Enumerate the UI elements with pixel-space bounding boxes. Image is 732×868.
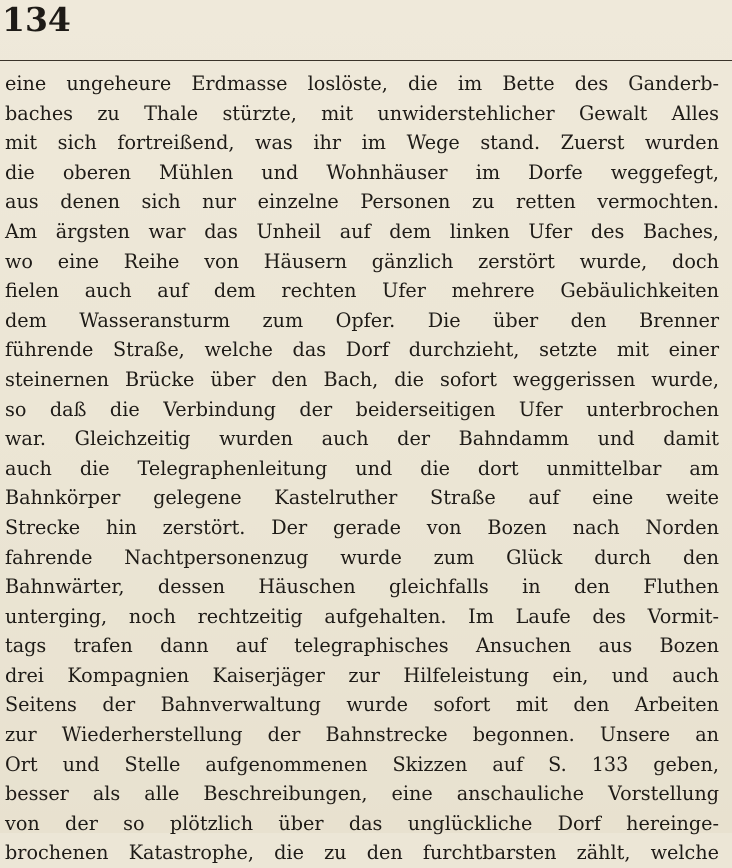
text-line: besser als alle Beschreibungen, eine anschauliche Vorstellung <box>5 782 719 806</box>
text-line: Am ärgsten war das Unheil auf dem linken Ufer des Baches, <box>5 219 719 243</box>
text-line: fielen auch auf dem rechten Ufer mehrere Gebäulichkeiten <box>5 279 719 303</box>
text-line: steinernen Brücke über den Bach, die sofort weggerissen wurde, <box>5 367 719 391</box>
text-line: Ort und Stelle aufgenommenen Skizzen auf S. 133 geben, <box>5 752 719 776</box>
text-line: baches zu Thale stürzte, mit unwiderstehlicher Gewalt Alles <box>5 101 719 125</box>
header-rule <box>0 60 732 61</box>
text-line: so daß die Verbindung der beiderseitigen Ufer unterbrochen <box>5 397 719 421</box>
text-line: die oberen Mühlen und Wohnhäuser im Dorfe weggefegt, <box>5 160 719 184</box>
text-line: von der so plötzlich über das unglückliche Dorf hereinge- <box>5 811 719 835</box>
text-line: Bahnwärter, dessen Häuschen gleichfalls in den Fluthen <box>5 575 719 599</box>
text-line: Seitens der Bahnverwaltung wurde sofort mit den Arbeiten <box>5 693 719 717</box>
text-line: aus denen sich nur einzelne Personen zu retten vermochten. <box>5 190 719 214</box>
text-line: Bahnkörper gelegene Kastelruther Straße auf eine weite <box>5 486 719 510</box>
text-line: zur Wiederherstellung der Bahnstrecke begonnen. Unsere an <box>5 723 719 747</box>
text-line: tags trafen dann auf telegraphisches Ansuchen aus Bozen <box>5 634 719 658</box>
page-number: 134 <box>2 0 71 39</box>
body-paragraph <box>5 69 719 868</box>
text-line: führende Straße, welche das Dorf durchzieht, setzte mit einer <box>5 338 719 362</box>
text-line: mit sich fortreißend, was ihr im Wege stand. Zuerst wurden <box>5 131 719 155</box>
text-line: unterging, noch rechtzeitig aufgehalten. Im Laufe des Vormit- <box>5 604 719 628</box>
text-line: wo eine Reihe von Häusern gänzlich zerstört wurde, doch <box>5 249 719 273</box>
text-line: eine ungeheure Erdmasse loslöste, die im Bette des Ganderb- <box>5 72 719 95</box>
text-line: auch die Telegraphenleitung und die dort unmittelbar am <box>5 456 719 480</box>
text-line: dem Wasseransturm zum Opfer. Die über den Brenner <box>5 308 719 332</box>
text-line: Strecke hin zerstört. Der gerade von Bozen nach Norden <box>5 515 719 539</box>
text-line: drei Kompagnien Kaiserjäger zur Hilfeleistung ein, und auch <box>5 663 719 687</box>
text-line: fahrende Nachtpersonenzug wurde zum Glück durch den <box>5 545 719 569</box>
text-line: war. Gleichzeitig wurden auch der Bahndamm und damit <box>5 427 719 451</box>
text-line: brochenen Katastrophe, die zu den furchtbarsten zählt, welche <box>5 841 719 865</box>
